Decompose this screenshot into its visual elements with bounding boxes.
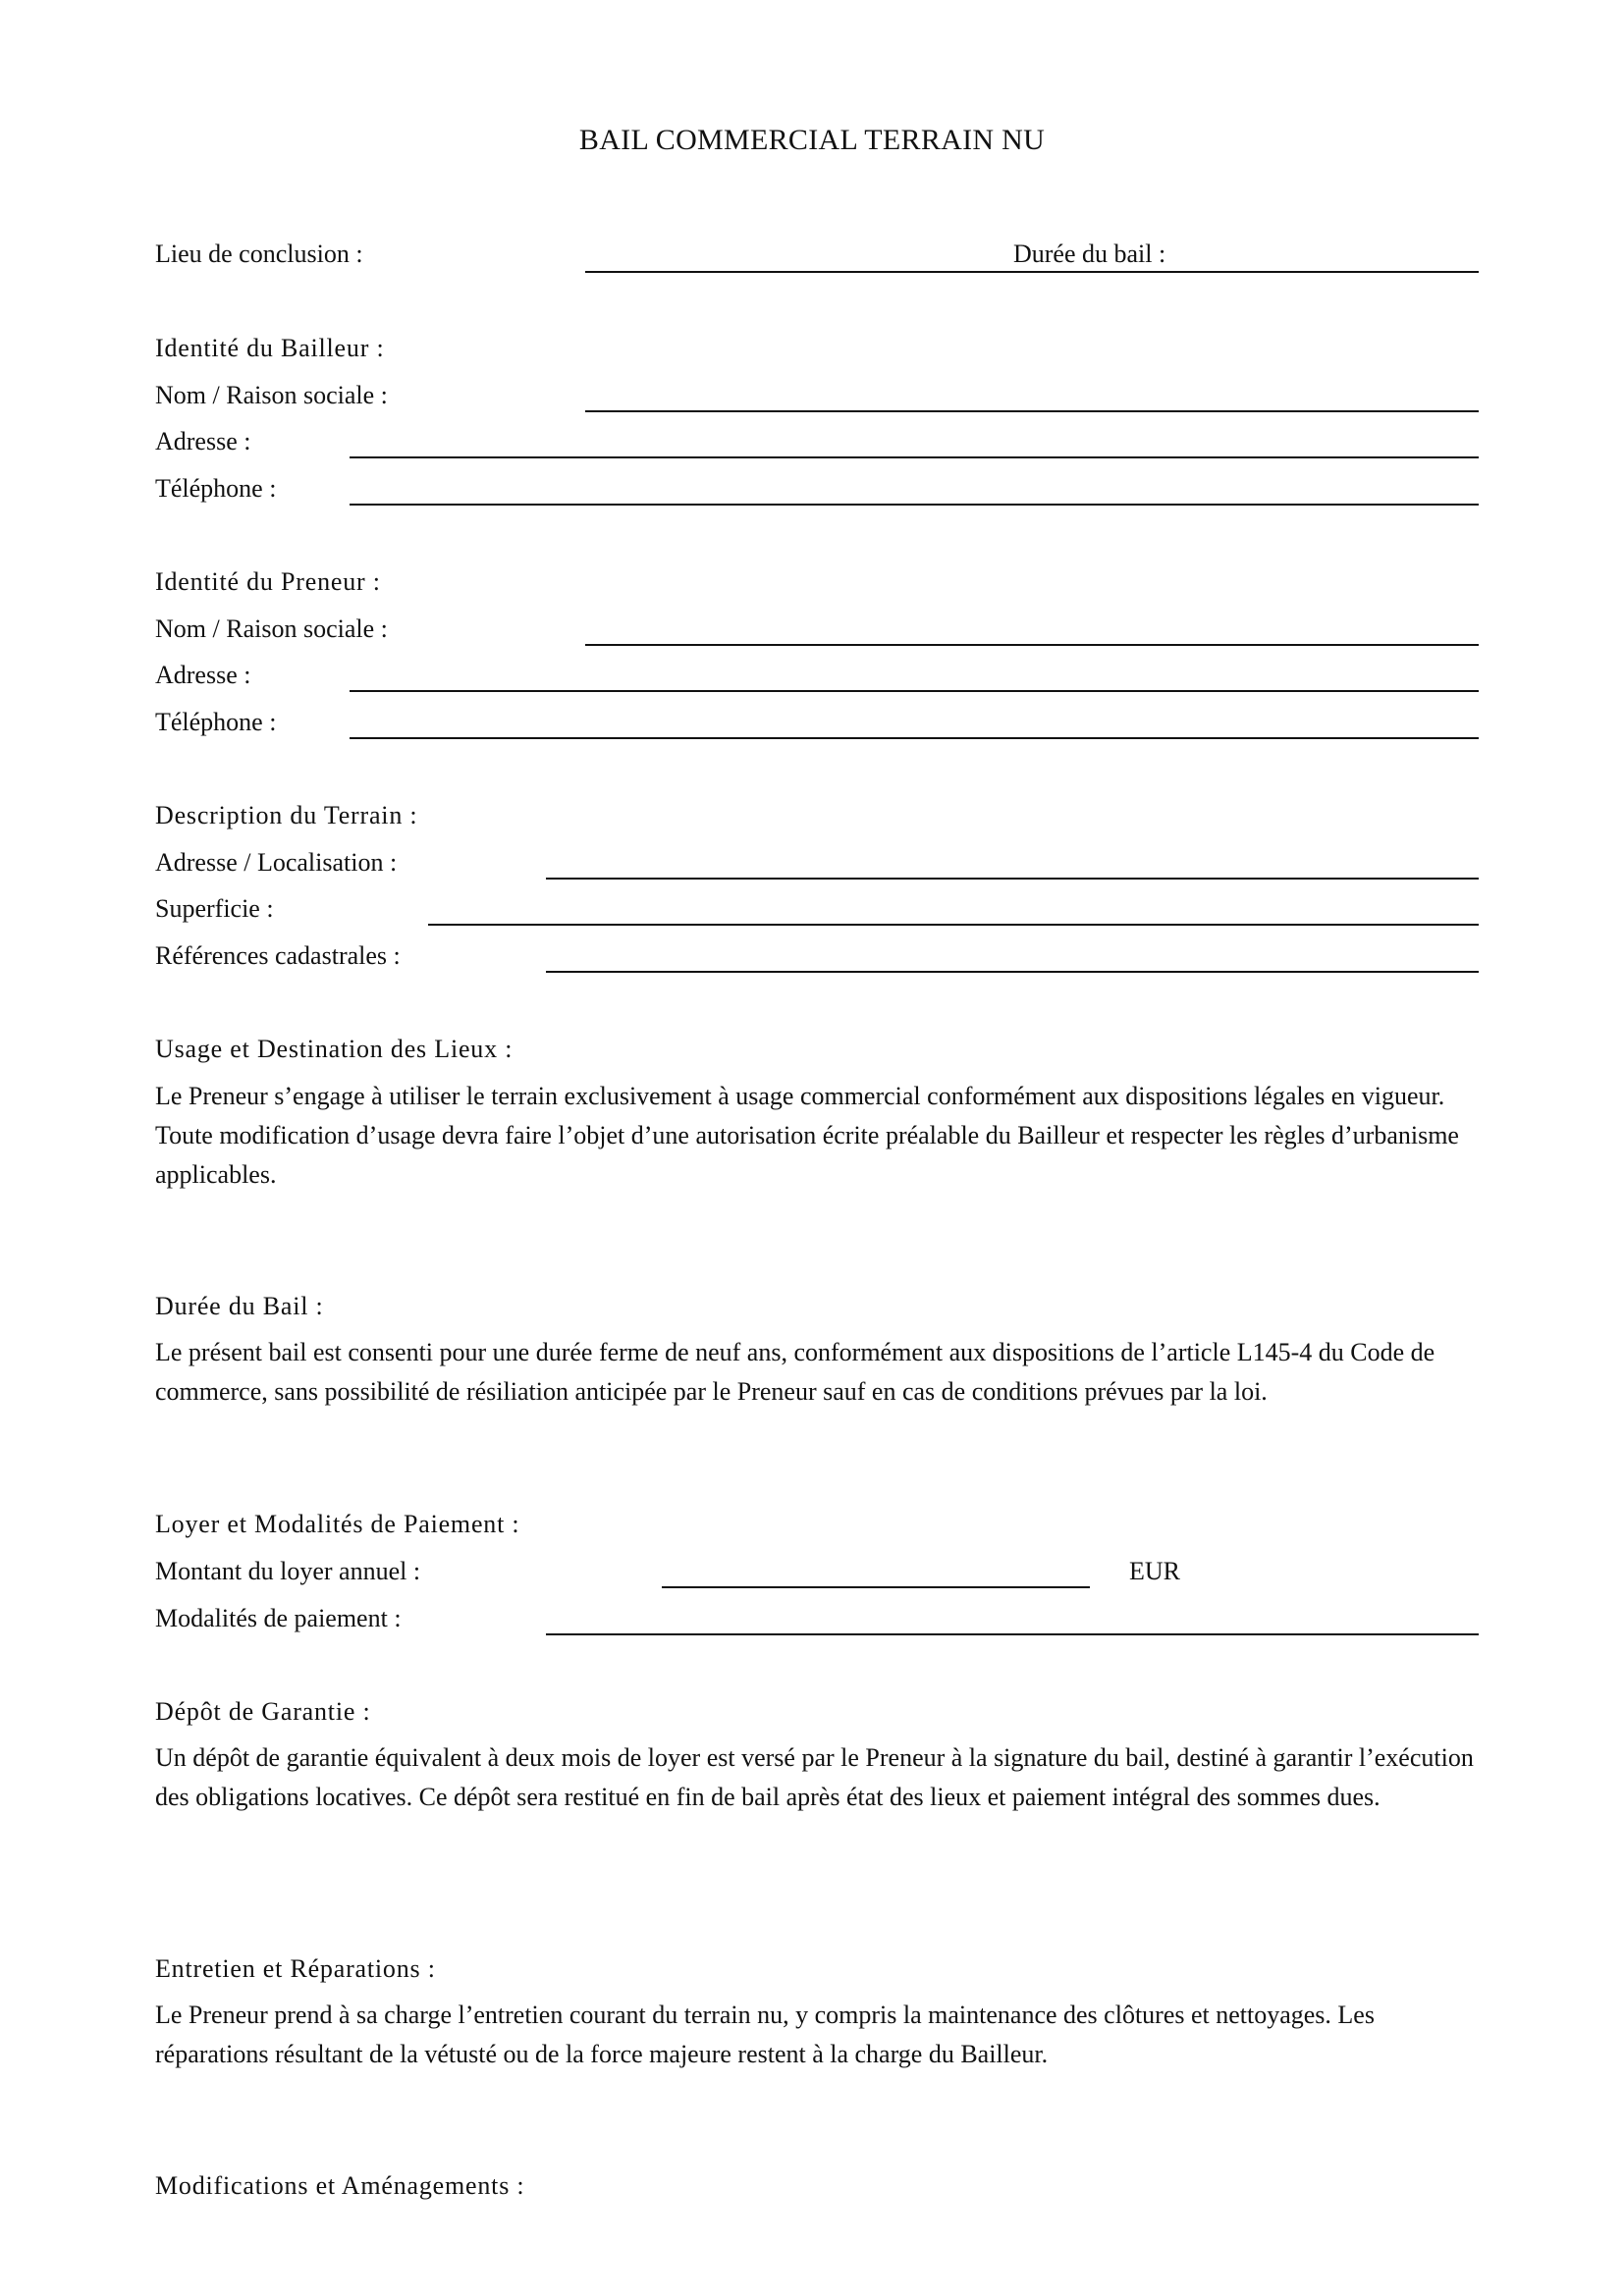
land-heading: Description du Terrain : [155,801,418,829]
tenant-phone-field[interactable] [350,737,1479,739]
tenant-heading: Identité du Preneur : [155,567,381,596]
landlord-address-label: Adresse : [155,427,251,455]
land-area-field[interactable] [428,924,1479,926]
rent-payment-label: Modalités de paiement : [155,1604,402,1632]
usage-paragraph: Le Preneur s’engage à utiliser le terrain exclusivement à usage commercial conformément aux dispositions légales en vigueur. Toute modification d’usage devra faire l’objet d’une autorisation écrite préalable du Bailleur et respecter les règles d’urbanisme applicables. [155,1082,1459,1189]
land-address-field[interactable] [546,878,1479,880]
term-paragraph: Le présent bail est consenti pour une durée ferme de neuf ans, conformément aux dispositions de l’article L145-4 du Code de commerce, sans possibilité de résiliation anticipée par le Preneur sauf en cas de conditions prévues par la loi. [155,1338,1435,1406]
landlord-phone-field[interactable] [350,504,1479,506]
tenant-name-label: Nom / Raison sociale : [155,614,388,643]
document-title: BAIL COMMERCIAL TERRAIN NU [578,124,1046,156]
landlord-address-field[interactable] [350,456,1479,458]
modifications-heading: Modifications et Aménagements : [155,2171,525,2200]
land-address-label: Adresse / Localisation : [155,848,398,877]
place-label: Lieu de conclusion : [155,240,363,268]
rent-payment-field[interactable] [546,1633,1479,1635]
usage-heading: Usage et Destination des Lieux : [155,1035,514,1063]
rent-heading: Loyer et Modalités de Paiement : [155,1510,520,1538]
tenant-address-field[interactable] [350,690,1479,692]
landlord-heading: Identité du Bailleur : [155,334,385,362]
maintenance-paragraph: Le Preneur prend à sa charge l’entretien courant du terrain nu, y compris la maintenance des clôtures et nettoyages. Les réparations résultant de la vétusté ou de la force majeure restent à la charge du Bailleur. [155,2001,1375,2068]
deposit-heading: Dépôt de Garantie : [155,1697,371,1726]
tenant-name-field[interactable] [585,644,1479,646]
rent-amount-label: Montant du loyer annuel : [155,1557,421,1585]
deposit-paragraph: Un dépôt de garantie équivalent à deux mois de loyer est versé par le Preneur à la signature du bail, destiné à garantir l’exécution des obligations locatives. Ce dépôt sera restitué en fin de bail après état des lieux et paiement intégral des sommes dues. [155,1743,1474,1811]
land-area-label: Superficie : [155,894,274,923]
rent-currency: EUR [1129,1557,1180,1585]
maintenance-heading: Entretien et Réparations : [155,1954,436,1983]
land-cadastral-field[interactable] [546,971,1479,973]
landlord-phone-label: Téléphone : [155,474,277,503]
duration-label: Durée du bail : [1013,240,1166,268]
term-heading: Durée du Bail : [155,1292,324,1320]
rent-amount-field[interactable] [662,1586,1090,1588]
landlord-name-field[interactable] [585,410,1479,412]
land-cadastral-label: Références cadastrales : [155,941,401,970]
place-field-line[interactable] [585,271,1479,273]
tenant-address-label: Adresse : [155,661,251,689]
tenant-phone-label: Téléphone : [155,708,277,736]
landlord-name-label: Nom / Raison sociale : [155,381,388,409]
